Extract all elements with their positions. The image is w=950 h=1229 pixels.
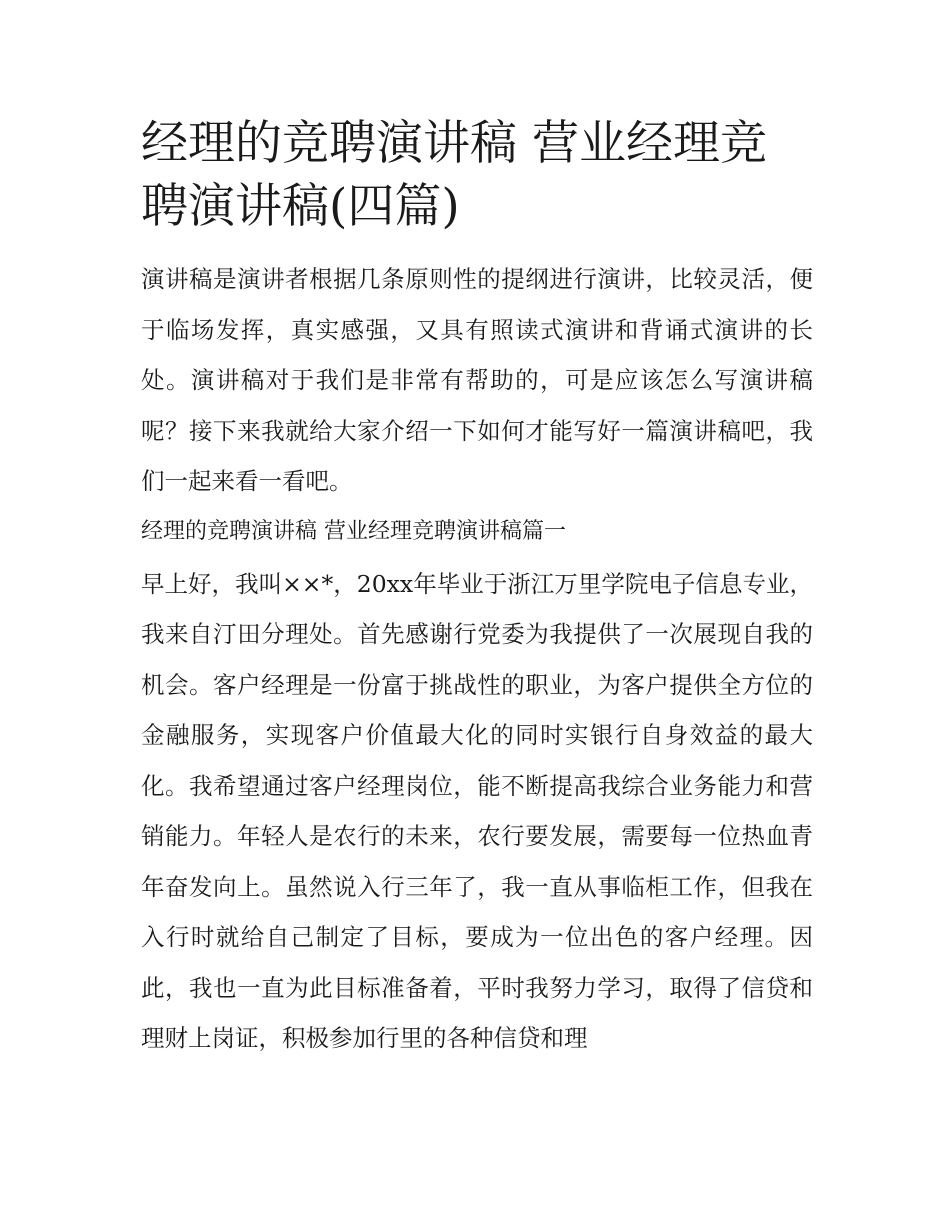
intro-paragraph: 演讲稿是演讲者根据几条原则性的提纲进行演讲，比较灵活，便于临场发挥，真实感强，又具有照读式演讲和背诵式演讲的长处。演讲稿对于我们是非常有帮助的，可是应该怎么写演讲稿呢？接下来我就给大家介绍一下如何才能写好一篇演讲稿吧，我们一起来看一看吧。	[141, 265, 813, 495]
section-heading: 经理的竞聘演讲稿 营业经理竞聘演讲稿篇一	[141, 518, 566, 544]
document-title: 经理的竞聘演讲稿 营业经理竞聘演讲稿(四篇)	[141, 116, 767, 234]
document-page	[141, 112, 813, 1064]
body-paragraph: 早上好，我叫××*，20xx年毕业于浙江万里学院电子信息专业，我来自汀田分理处。首先感谢行党委为我提供了一次展现自我的机会。客户经理是一份富于挑战性的职业，为客户提供全方位的金融服务，实现客户价值最大化的同时实银行自身效益的最大化。我希望通过客户经理岗位，能不断提高我综合业务能力和营销能力。年轻人是农行的未来，农行要发展，需要每一位热血青年奋发向上。虽然说入行三年了，我一直从事临柜工作，但我在入行时就给自己制定了目标，要成为一位出色的客户经理。因此，我也一直为此目标准备着，平时我努力学习，取得了信贷和理财上岗证，积极参加行里的各种信贷和理	[141, 569, 813, 1052]
